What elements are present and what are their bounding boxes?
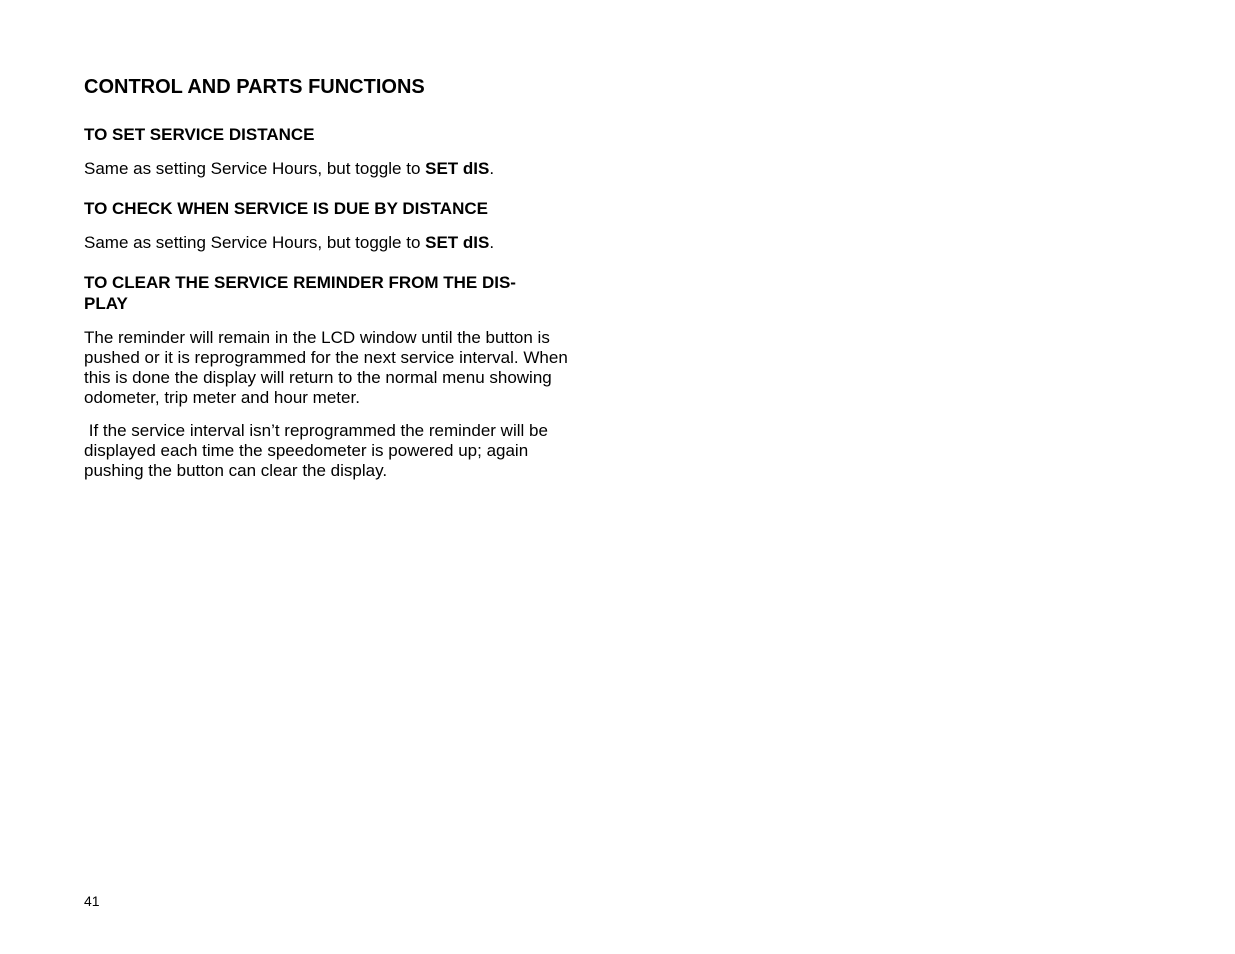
bold-term-set-dis: SET dIS [425,233,490,252]
bold-term-set-dis: SET dIS [425,159,490,178]
paragraph-line: odometer, trip meter and hour meter. [84,388,360,407]
paragraph-line: this is done the display will return to the normal menu showing [84,368,552,387]
paragraph-line: If the service interval isn’t reprogrammed the reminder will be [84,421,548,440]
paragraph-line: pushed or it is reprogrammed for the next service interval. When [84,348,568,367]
paragraph-interval-not-reprogrammed [84,421,548,481]
heading-line: PLAY [84,294,128,313]
paragraph-punctuation: . [489,233,495,252]
paragraph-line: pushing the button can clear the display. [84,461,388,480]
page-number: 41 [84,893,100,909]
page-title: CONTROL AND PARTS FUNCTIONS [84,76,425,98]
paragraph-text: Same as setting Service Hours, but toggle to [84,159,426,178]
paragraph-check-service-due [84,233,494,253]
heading-set-service-distance: TO SET SERVICE DISTANCE [84,125,315,144]
paragraph-set-service-distance [84,159,494,179]
paragraph-punctuation: . [489,159,495,178]
paragraph-reminder-remains [84,328,568,408]
heading-clear-service-reminder [84,272,516,314]
paragraph-line: The reminder will remain in the LCD window until the button is [84,328,550,347]
heading-check-service-due: TO CHECK WHEN SERVICE IS DUE BY DISTANCE [84,199,488,218]
paragraph-text: Same as setting Service Hours, but toggle to [84,233,426,252]
paragraph-line: displayed each time the speedometer is powered up; again [84,441,529,460]
heading-line: TO CLEAR THE SERVICE REMINDER FROM THE DIS- [84,273,516,292]
